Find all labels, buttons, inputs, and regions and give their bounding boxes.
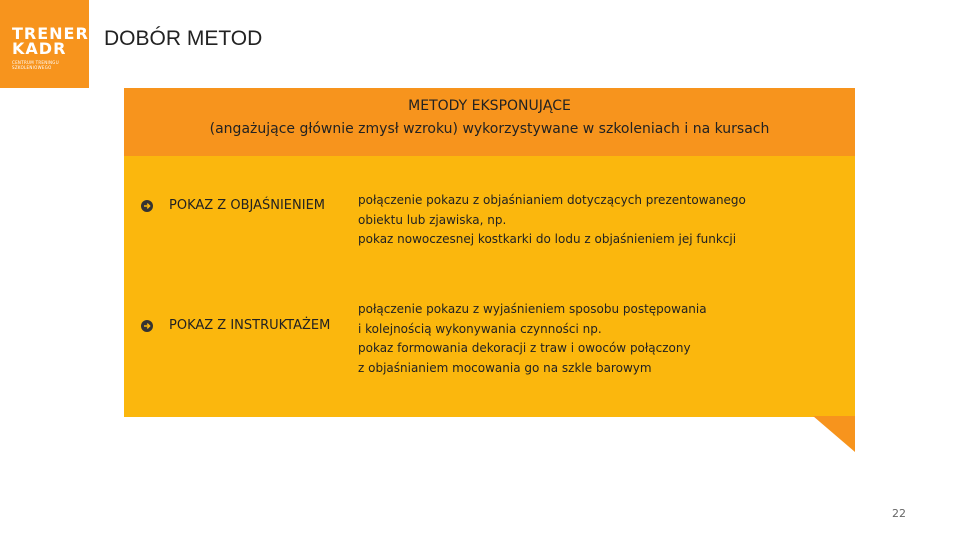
method-description [358,191,746,250]
description-line: pokaz nowoczesnej kostkarki do lodu z objaśnieniem jej funkcji [358,232,737,246]
page-title: DOBÓR METOD [104,27,263,50]
panel-heading: METODY EKSPONUJĄCE [408,98,571,114]
arrow-right-circle-icon [141,200,153,212]
description-line: połączenie pokazu z objaśnianiem dotyczących prezentowanego [358,193,746,207]
method-label: POKAZ Z INSTRUKTAŻEM [169,318,331,333]
description-line: pokaz formowania dekoracji z traw i owoców połączony [358,341,691,355]
description-line: połączenie pokazu z wyjaśnieniem sposobu postępowania [358,302,707,316]
methods-panel [124,88,855,417]
logo-tagline: CENTRUM TRENINGU SZKOLENIOWEGO [12,60,59,70]
method-description [358,300,707,378]
page-number: 22 [892,507,906,520]
logo-text-line1: TRENER [12,24,89,43]
arrow-right-circle-icon [141,320,153,332]
description-line: z objaśnianiem mocowania go na szkle barowym [358,360,652,375]
panel-subheading: (angażujące głównie zmysł wzroku) wykorzystywane w szkoleniach i na kursach [209,121,770,137]
description-line: i kolejnością wykonywania czynności np. [358,321,602,336]
logo [0,0,89,88]
callout-tail [813,416,855,452]
description-line: obiektu lub zjawiska, np. [358,212,507,227]
panel-header [124,88,855,156]
method-label: POKAZ Z OBJAŚNIENIEM [169,198,325,213]
logo-text-line2: KADR [12,39,67,58]
